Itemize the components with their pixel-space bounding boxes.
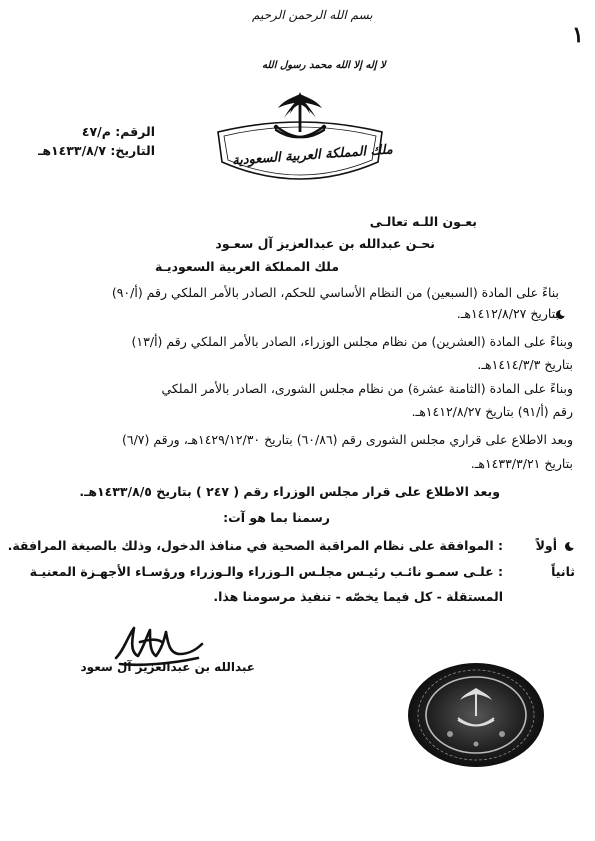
royal-seal-icon [406, 660, 546, 770]
preamble-line: بتاريخ ١٤١٤/٣/٣هـ. [477, 357, 573, 372]
preamble-line: وبناءً على المادة (الثامنة عشرة) من نظام مجلس الشورى، الصادر بالأمر الملكي [161, 381, 573, 396]
preamble-line: وبناءً على المادة (العشرين) من نظام مجلس الوزراء، الصادر بالأمر الملكي رقم (أ/١٣) [131, 334, 573, 349]
emblem-motto: لا إله إلا الله محمد رسول الله [262, 60, 386, 71]
article-text: : الموافقة على نظام المراقبة الصحية في منافذ الدخول، وذلك بالصيغة المرافقة. [7, 538, 503, 553]
intro-invocation: بعـون اللـه تعالـى [369, 214, 477, 229]
page-number: ١ [572, 22, 584, 48]
reference-number: الرقم: م/٤٧ [81, 124, 155, 139]
article-text: المستقلة - كل فيما يخصّه - تنفيذ مرسومنا هذا. [213, 589, 503, 604]
preamble-line: بتاريخ ١٤١٢/٨/٢٧هـ. [456, 306, 559, 321]
bullet-mark [565, 542, 574, 551]
preamble-line: وبعد الاطلاع على قرار مجلس الوزراء رقم ( ٢٤٧ ) بتاريخ ١٤٣٣/٨/٥هـ. [79, 484, 500, 499]
preamble-line: بناءً على المادة (السبعين) من النظام الأساسي للحكم، الصادر بالأمر الملكي رقم (أ/٩٠) [111, 285, 559, 300]
intro-king-name: نحـن عبدالله بن عبدالعزيز آل سعـود [215, 236, 435, 251]
decree-intro: رسمنا بما هو آت: [223, 510, 330, 525]
reference-date: التاريخ: ١٤٣٣/٨/٧هـ [38, 143, 155, 158]
preamble-line: بتاريخ ١٤٣٣/٣/٢١هـ. [470, 456, 573, 471]
basmala: بسم الله الرحمن الرحيم [252, 8, 373, 22]
article-label: ثانياً [551, 564, 575, 579]
signatory-name: عبدالله بن عبدالعزيز آل سعود [80, 660, 255, 674]
preamble-line: رقم (أ/٩١) بتاريخ ١٤١٢/٨/٢٧هـ. [411, 404, 573, 419]
preamble-line: وبعد الاطلاع على قراري مجلس الشورى رقم (٦٠/٨٦) بتاريخ ١٤٢٩/١٢/٣٠هـ، ورقم (٦/٧) [121, 432, 573, 447]
article-text: : علـى سمـو نائـب رئيـس مجلـس الـوزراء والـوزراء ورؤسـاء الأجهـزة المعنيـة [29, 564, 503, 579]
intro-king-title: ملك المملكة العربية السعوديـة [155, 259, 339, 274]
article-label: أولاً [535, 538, 557, 553]
emblem-ring-text: ملك المملكة العربية السعودية [231, 142, 394, 169]
